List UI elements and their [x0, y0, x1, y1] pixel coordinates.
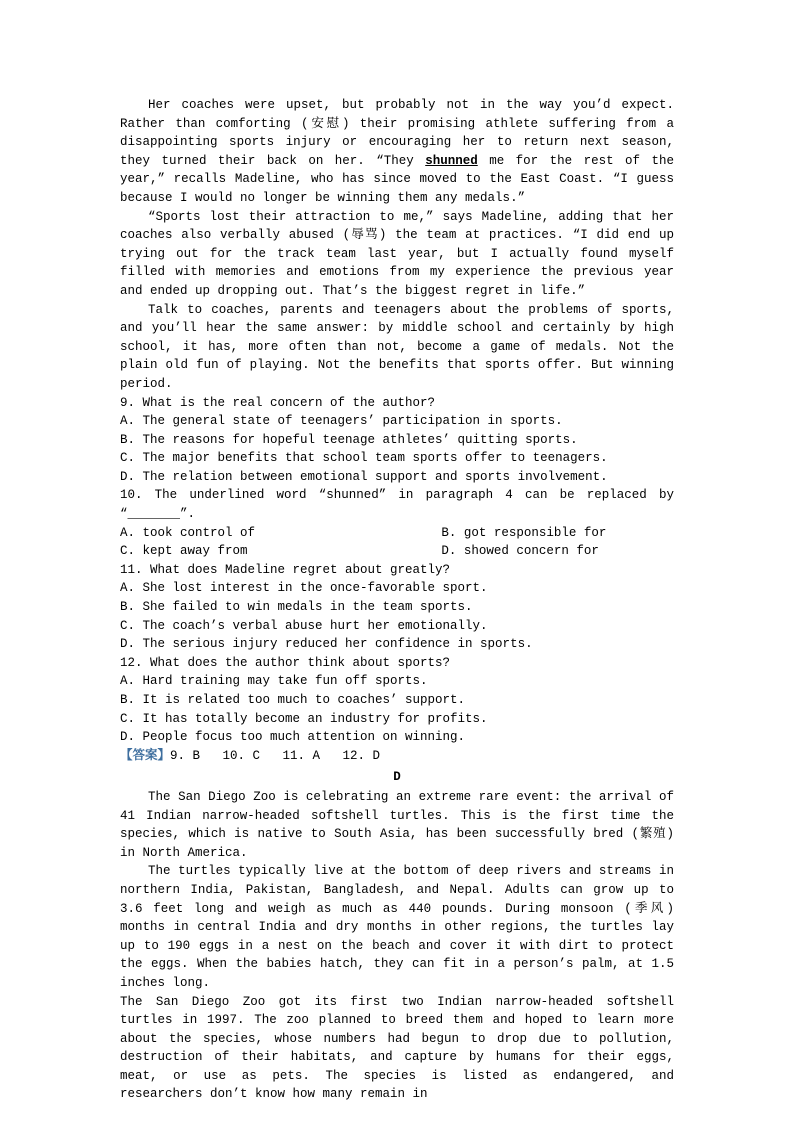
question-11-option-d: D. The serious injury reduced her confidence in sports. — [120, 637, 533, 652]
passage-paragraph-1 — [120, 96, 674, 208]
passage-paragraph-2: “Sports lost their attraction to me,” says Madeline, adding that her coaches also verbally abused (辱骂) the team at practices. “I did end up trying out for the track team last year, but I actually found myself filled with memories and emotions from my experience the previous year and ended up dropping out. That’s the biggest regret in life.” — [120, 209, 674, 298]
question-9-option-c: C. The major benefits that school team sports offer to teenagers. — [120, 451, 608, 466]
question-12-option-b: B. It is related too much to coaches’ support. — [120, 693, 466, 707]
question-9 — [120, 394, 674, 487]
question-10-option-a: A. took control of — [120, 525, 256, 540]
answer-key-label: 【答案】 — [120, 748, 171, 763]
question-9-option-b: B. The reasons for hopeful teenage athletes’ quitting sports. — [120, 432, 578, 447]
question-11-option-c: C. The coach’s verbal abuse hurt her emotionally. — [120, 618, 488, 633]
section-d-header: D — [393, 770, 401, 785]
question-10-stem: 10. The underlined word “shunned” in paragraph 4 can be replaced by “_______”. — [120, 488, 674, 522]
passage-paragraph-3: Talk to coaches, parents and teenagers about the problems of sports, and you’ll hear the same answer: by middle school and certainly by high school, it has, more often than not, become a game of medals. Not the plain old fun of playing. Not the benefits that sports offer. But winning period. — [120, 302, 674, 391]
answer-key-values: 9. B 10. C 11. A 12. D — [170, 748, 381, 763]
question-10-option-c: C. kept away from — [120, 544, 248, 559]
section-d-paragraph-3: The San Diego Zoo got its first two Indian narrow-headed softshell turtles in 1997. The zoo planned to breed them and hoped to learn more about the species, whose numbers had begun to drop due to pollution, destruction of their habitats, and capture by humans for their eggs, meat, or use as pets. The species is listed as endangered, and researchers don’t know how many remain in — [120, 994, 674, 1102]
question-12-option-d: D. People focus too much attention on winning. — [120, 730, 466, 745]
question-12-option-c: C. It has totally become an industry for profits. — [120, 711, 488, 726]
question-10-options — [120, 524, 674, 561]
paragraph-text: me for the rest of the year,” recalls Madeline, who has since moved to the East Coast. “I guess because I would no longer be winning them any medals.” — [120, 153, 675, 205]
question-12-option-a: A. Hard training may take fun off sports. — [120, 674, 428, 689]
question-9-option-a: A. The general state of teenagers’ participation in sports. — [120, 414, 563, 429]
question-9-option-d: D. The relation between emotional support and sports involvement. — [120, 469, 608, 484]
question-9-stem: 9. What is the real concern of the author? — [120, 395, 436, 410]
paragraph-text: Her coaches were upset, but probably not in the way you’d expect. Rather than comforting (安慰) their promising athlete suffering from a disappointing sports injury or encouraging her to return next season, they turned their back on her. “They — [120, 98, 674, 168]
question-11-option-a: A. She lost interest in the once-favorable sport. — [120, 581, 488, 596]
question-11-stem: 11. What does Madeline regret about greatly? — [120, 562, 451, 577]
question-10 — [120, 486, 674, 560]
question-11 — [120, 561, 674, 654]
question-11-option-b: B. She failed to win medals in the team sports. — [120, 600, 473, 615]
question-12 — [120, 654, 674, 747]
section-d-paragraph-2: The turtles typically live at the bottom of deep rivers and streams in northern India, Pakistan, Bangladesh, and Nepal. Adults can grow up to 3.6 feet long and weigh as much as 440 pounds. During monsoon (季风) months in central India and dry months in other regions, the turtles lay up to 190 eggs in a nest on the beach and cover it with dirt to protect the eggs. When the babies hatch, they can fit in a person’s palm, at 1.5 inches long. — [120, 864, 674, 990]
question-12-stem: 12. What does the author think about sports? — [120, 655, 451, 670]
underlined-word-shunned: shunned — [425, 153, 478, 168]
question-10-option-d: D. showed concern for — [441, 544, 599, 559]
question-10-option-b: B. got responsible for — [441, 525, 607, 540]
answer-key-line — [120, 747, 674, 766]
section-d-paragraph-1: The San Diego Zoo is celebrating an extreme rare event: the arrival of 41 Indian narrow-headed softshell turtles. This is the first time the species, which is native to South Asia, has been successfully bred (繁殖) in North America. — [120, 789, 674, 860]
